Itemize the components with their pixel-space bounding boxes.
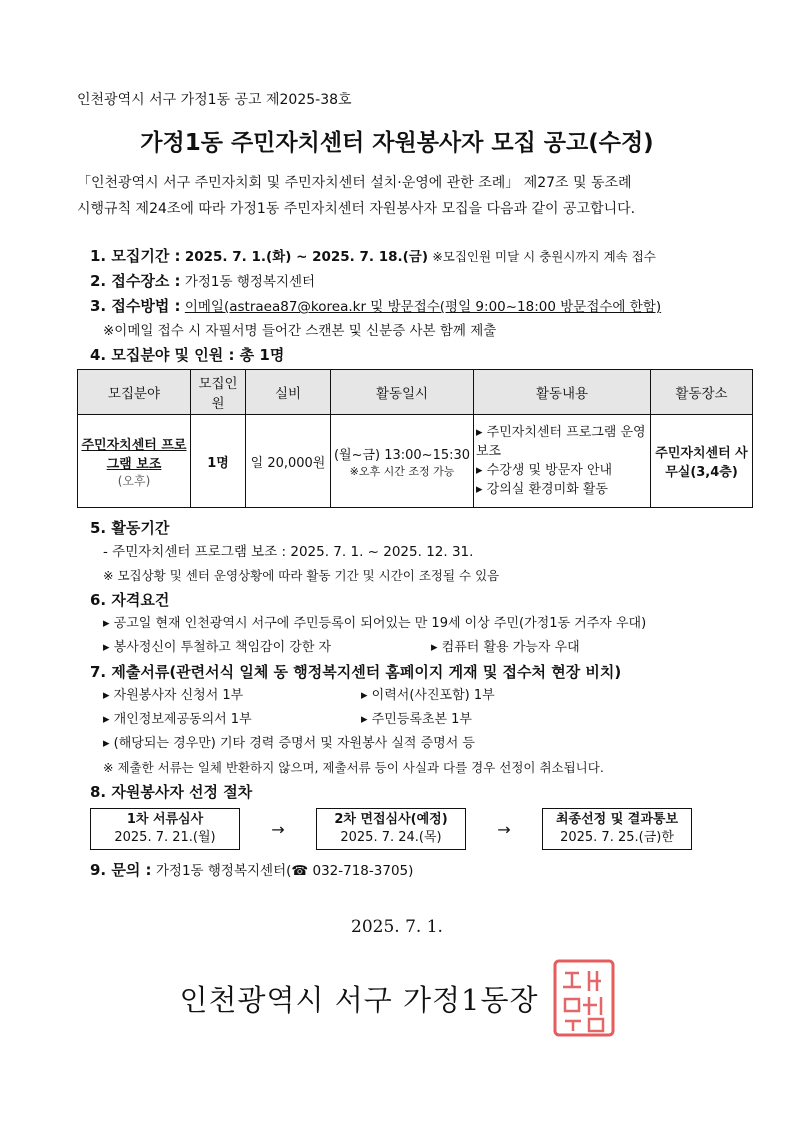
method-note: ※이메일 접수 시 자필서명 들어간 스캔본 및 신분증 사본 함께 제출 xyxy=(103,323,497,339)
value: 가정1동 행정복지센터(☎ 032-718-3705) xyxy=(155,863,414,879)
label: 2. 접수장소 : xyxy=(90,272,181,290)
notice-number: 인천광역시 서구 가정1동 공고 제2025-38호 xyxy=(77,92,352,108)
label: 3. 접수방법 : xyxy=(90,297,181,315)
step-date: 2025. 7. 21.(월) xyxy=(114,830,216,845)
step-date: 2025. 7. 24.(목) xyxy=(340,830,442,845)
section-procedure-heading: 8. 자원봉사자 선정 절차 xyxy=(90,783,253,801)
document-item: ▸ 개인정보제공동의서 1부 xyxy=(103,712,252,727)
task-item: ▸ 수강생 및 방문자 안내 xyxy=(476,463,613,478)
step-box xyxy=(542,808,692,850)
place-cell: 주민자치센터 사무실(3,4층) xyxy=(651,415,753,508)
official-seal xyxy=(553,959,615,1037)
note: ※모집인원 미달 시 충원시까지 계속 접수 xyxy=(432,249,656,264)
header-cell: 활동장소 xyxy=(651,370,753,415)
intro-line-1: 「인천광역시 서구 주민자치회 및 주민자치센터 설치·운영에 관한 조례」 제27조 및 동조례 xyxy=(77,175,632,191)
time-note: ※오후 시간 조정 가능 xyxy=(349,464,455,478)
step-date: 2025. 7. 25.(금)한 xyxy=(560,830,674,845)
qualification-row xyxy=(90,636,754,660)
section-contact xyxy=(90,858,754,883)
signature-block xyxy=(40,959,754,1037)
table-header-row xyxy=(78,370,753,415)
intro-line-2: 시행규칙 제24조에 따라 가정1동 주민자치센터 자원봉사자 모집을 다음과 같이 공고합니다. xyxy=(77,201,636,217)
section-method xyxy=(90,294,754,319)
label: 1. 모집기간 : xyxy=(90,247,181,265)
intro xyxy=(77,170,754,222)
qualification-item: ▸ 컴퓨터 활용 가능자 우대 xyxy=(431,640,580,655)
field: 주민자치센터 프로그램 보조 xyxy=(81,437,187,472)
notice-date: 2025. 7. 1. xyxy=(351,917,443,937)
document-item: ▸ (해당되는 경우만) 기타 경력 증명서 및 자원봉사 실적 증명서 등 xyxy=(103,736,475,751)
time: (월~금) 13:00~15:30 xyxy=(333,447,471,463)
page-title: 가정1동 주민자치센터 자원봉사자 모집 공고(수정) xyxy=(140,130,654,156)
count-cell: 1명 xyxy=(191,415,246,508)
section-place xyxy=(90,269,754,294)
arrow-icon: → xyxy=(271,819,285,839)
header-cell: 실비 xyxy=(246,370,331,415)
step-name: 최종선정 및 결과통보 xyxy=(555,812,679,827)
section-period xyxy=(90,244,754,269)
field-note: (오후) xyxy=(117,473,151,488)
step-box xyxy=(90,808,240,850)
value: 2025. 7. 1.(화) ~ 2025. 7. 18.(금) xyxy=(184,249,429,265)
sections-5-9 xyxy=(77,516,754,883)
section-duration-heading: 5. 활동기간 xyxy=(90,519,170,537)
signer: 인천광역시 서구 가정1동장 xyxy=(179,982,539,1017)
recruit-table xyxy=(77,369,753,508)
pay-cell: 일 20,000원 xyxy=(246,415,331,508)
procedure-steps xyxy=(90,808,754,850)
value: 가정1동 행정복지센터 xyxy=(184,274,316,290)
header-cell: 모집인원 xyxy=(191,370,246,415)
section-qualification-heading: 6. 자격요건 xyxy=(90,591,170,609)
documents-note: ※ 제출한 서류는 일체 반환하지 않으며, 제출서류 등이 사실과 다를 경우 선정이 취소됩니다. xyxy=(103,760,604,775)
documents-row xyxy=(90,684,754,708)
qualification-item: ▸ 공고일 현재 인천광역시 서구에 주민등록이 되어있는 만 19세 이상 주민(가정1동 거주자 우대) xyxy=(103,616,647,631)
step-name: 2차 면접심사(예정) xyxy=(334,812,448,827)
task-item: ▸ 강의실 환경미화 활동 xyxy=(476,482,608,497)
duration-note: ※ 모집상황 및 센터 운영상황에 따라 활동 기간 및 시간이 조정될 수 있음 xyxy=(103,568,500,583)
duration-line: - 주민자치센터 프로그램 보조 : 2025. 7. 1. ~ 2025. 12. 31. xyxy=(103,544,474,560)
task-item: ▸ 주민자치센터 프로그램 운영 보조 xyxy=(476,425,646,459)
documents-row xyxy=(90,708,754,732)
field-cell xyxy=(78,415,191,508)
table-row xyxy=(78,415,753,508)
arrow-icon: → xyxy=(497,819,511,839)
section-recruit-heading: 4. 모집분야 및 인원 : 총 1명 xyxy=(90,346,285,364)
step-box xyxy=(316,808,466,850)
value: 이메일(astraea87@korea.kr 및 방문접수(평일 9:00~18:00 방문접수에 한함) xyxy=(184,299,662,315)
document-item: ▸ 자원봉사자 신청서 1부 xyxy=(103,688,244,703)
sections-1-4 xyxy=(77,244,754,367)
section-documents-heading: 7. 제출서류(관련서식 일체 동 행정복지센터 홈페이지 게재 및 접수처 현장 비치) xyxy=(90,663,622,681)
header-cell: 모집분야 xyxy=(78,370,191,415)
document-item: ▸ 이력서(사진포함) 1부 xyxy=(361,688,495,703)
tasks-cell xyxy=(474,415,651,508)
header-cell: 활동일시 xyxy=(331,370,474,415)
step-name: 1차 서류심사 xyxy=(126,812,204,827)
qualification-item: ▸ 봉사정신이 투철하고 책임감이 강한 자 xyxy=(103,640,332,655)
label: 9. 문의 : xyxy=(90,861,152,879)
header-cell: 활동내용 xyxy=(474,370,651,415)
time-cell xyxy=(331,415,474,508)
document-item: ▸ 주민등록초본 1부 xyxy=(361,712,472,727)
